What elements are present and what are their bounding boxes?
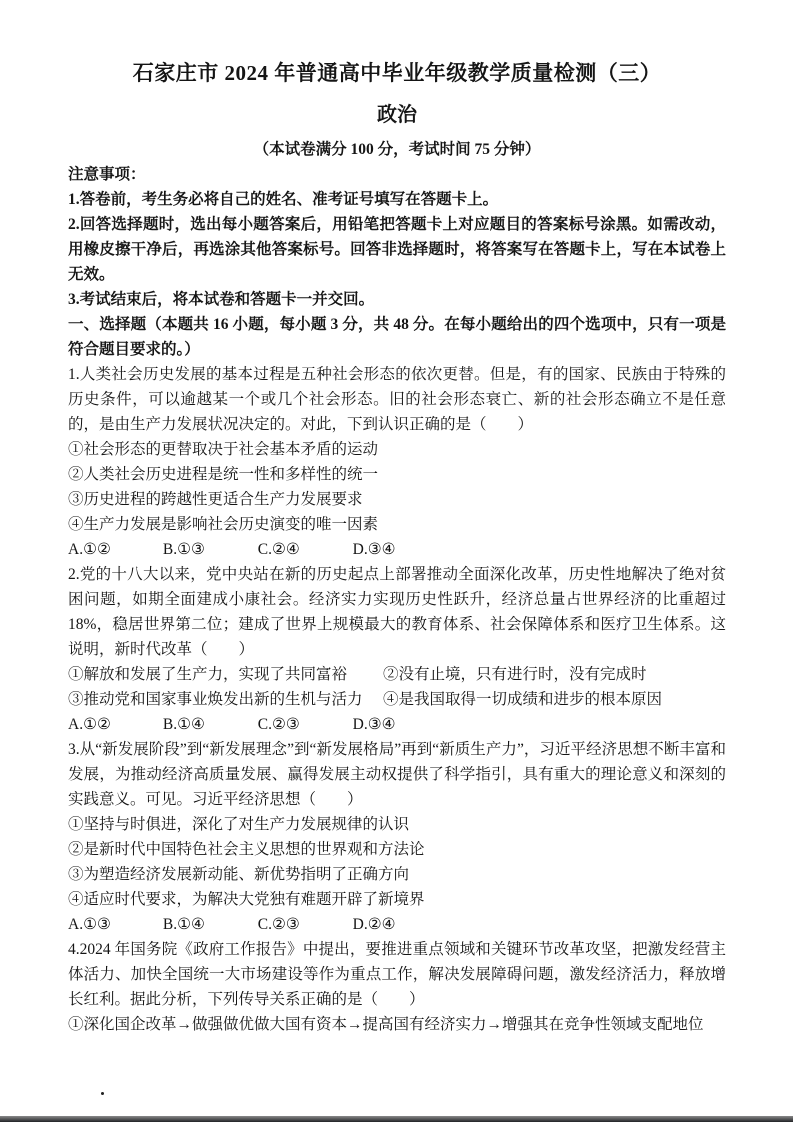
question-1-choice-d: D.③④ <box>352 541 396 558</box>
section-heading: 一、选择题（本题共 16 小题，每小题 3 分，共 48 分。在每小题给出的四个选项中，只有一项是符合题目要求的。） <box>68 316 726 358</box>
question-4-statement-1: ①深化国企改革→做强做优做大国有资本→提高国有经济实力→增强其在竞争性领域支配地位 <box>68 1016 704 1033</box>
notes-heading: 注意事项： <box>68 166 146 183</box>
question-2-statement-3: ③推动党和国家事业焕发出新的生机与活力 <box>68 691 363 708</box>
question-3-choice-b: B.①④ <box>162 916 205 933</box>
question-2-stem: 2.党的十八大以来，党中央站在新的历史起点上部署推动全面深化改革，历史性地解决了绝对贫困问题，如期全面建成小康社会。经济实力实现历史性跃升，经济总量占世界经济的比重超过 18%，稳居世界第二位；建成了世界上规模最大的教育体系、社会保障体系和医疗卫生体系。这说明，新时代改革（ ） <box>68 566 726 658</box>
question-1-statement-2: ②人类社会历史进程是统一性和多样性的统一 <box>68 466 379 483</box>
question-2-choices <box>68 712 726 737</box>
page-bottom-edge <box>0 1116 793 1122</box>
question-2-statement-row-2 <box>68 687 726 712</box>
question-1-statement-3: ③历史进程的跨越性更适合生产力发展要求 <box>68 491 363 508</box>
note-item-3: 3.考试结束后，将本试卷和答题卡一并交回。 <box>68 291 375 308</box>
question-3-choice-c: C.②③ <box>257 916 300 933</box>
question-1-statement-1: ①社会形态的更替取决于社会基本矛盾的运动 <box>68 441 379 458</box>
question-1-statement-4: ④生产力发展是影响社会历史演变的唯一因素 <box>68 516 379 533</box>
question-2-statement-row-1 <box>68 662 726 687</box>
exam-info: （本试卷满分 100 分，考试时间 75 分钟） <box>253 141 541 158</box>
question-3-statement-4: ④适应时代要求，为解决大党独有难题开辟了新境界 <box>68 891 425 908</box>
question-3-choices <box>68 912 726 937</box>
question-1-stem: 1.人类社会历史发展的基本过程是五种社会形态的依次更替。但是，有的国家、民族由于特殊的历史条件，可以逾越某一个或几个社会形态。旧的社会形态衰亡、新的社会形态确立不是任意的，是由生产力发展状况决定的。对此，下到认识正确的是（ ） <box>68 366 726 433</box>
question-1-choice-a: A.①② <box>68 541 111 558</box>
question-3-choice-a: A.①③ <box>68 916 111 933</box>
question-2-statement-4: ④是我国取得一切成绩和进步的根本原因 <box>383 691 663 708</box>
question-1-choice-c: C.②④ <box>257 541 300 558</box>
exam-subject: 政治 <box>377 104 417 126</box>
question-1 <box>68 362 726 562</box>
question-4 <box>68 937 726 1037</box>
question-2-statement-2: ②没有止境，只有进行时，没有完成时 <box>383 666 647 683</box>
question-3-choice-d: D.②④ <box>352 916 396 933</box>
question-1-choices <box>68 537 726 562</box>
question-2 <box>68 562 726 737</box>
question-4-stem: 4.2024 年国务院《政府工作报告》中提出，要推进重点领域和关键环节改革攻坚，把激发经营主体活力、加快全国统一大市场建设等作为重点工作，解决发展障碍问题，激发经济活力，释放增长红利。据此分析，下列传导关系正确的是（ ） <box>68 941 726 1008</box>
note-item-2: 2.回答选择题时，选出每小题答案后，用铅笔把答题卡上对应题目的答案标号涂黑。如需改动，用橡皮擦干净后，再选涂其他答案标号。回答非选择题时，将答案写在答题卡上，写在本试卷上无效。 <box>68 216 726 283</box>
page-title: 石家庄市 2024 年普通高中毕业年级教学质量检测（三） <box>132 61 662 85</box>
stray-mark <box>101 1092 104 1095</box>
question-3 <box>68 737 726 937</box>
question-2-choice-a: A.①② <box>68 716 111 733</box>
question-2-choice-d: D.③④ <box>352 716 396 733</box>
question-2-choice-c: C.②③ <box>257 716 300 733</box>
question-3-statement-1: ①坚持与时俱进，深化了对生产力发展规律的认识 <box>68 816 410 833</box>
exam-paper-page <box>68 0 726 1037</box>
note-item-1: 1.答卷前，考生务必将自己的姓名、准考证号填写在答题卡上。 <box>68 191 499 208</box>
question-1-choice-b: B.①③ <box>162 541 205 558</box>
question-3-stem: 3.从“新发展阶段”到“新发展理念”到“新发展格局”再到“新质生产力”，习近平经济思想不断丰富和发展，为推动经济高质量发展、赢得发展主动权提供了科学指引，具有重大的理论意义和深刻的实践意义。可见。习近平经济思想（ ） <box>68 741 726 808</box>
question-2-choice-b: B.①④ <box>162 716 205 733</box>
question-3-statement-2: ②是新时代中国特色社会主义思想的世界观和方法论 <box>68 841 425 858</box>
question-2-statement-1: ①解放和发展了生产力，实现了共同富裕 <box>68 666 348 683</box>
question-3-statement-3: ③为塑造经济发展新动能、新优势指明了正确方向 <box>68 866 410 883</box>
